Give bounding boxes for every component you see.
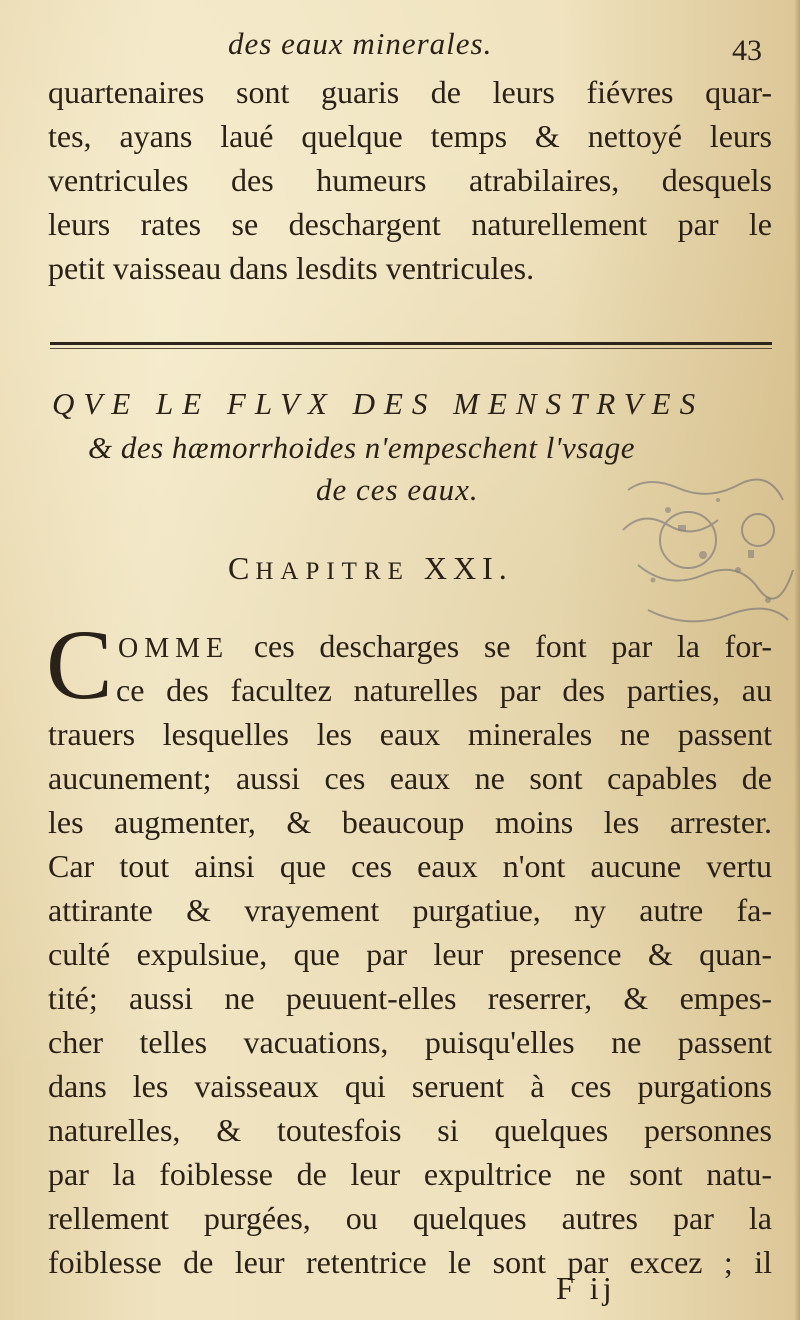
text-line: cher telles vacuations, puisqu'elles ne passent (48, 1024, 772, 1060)
text-line: attirante & vrayement purgatiue, ny autre fa- (48, 892, 772, 928)
text-line: rellement purgées, ou quelques autres par la (48, 1200, 772, 1236)
text-line: tes, ayans laué quelque temps & nettoyé leurs (48, 118, 772, 154)
text-line: tité; aussi ne peuuent-elles reserrer, & empes- (48, 980, 772, 1016)
text-line: naturelles, & toutesfois si quelques personnes (48, 1112, 772, 1148)
section-title-line-3: de ces eaux. (316, 472, 479, 507)
running-head: des eaux minerales. (228, 26, 493, 61)
section-title-line-1: QVE LE FLVX DES MENSTRVES (52, 386, 705, 421)
opening-line-rest: ces descharges se font par la for- (253, 628, 773, 664)
text-line: ventricules des humeurs atrabilaires, desquels (48, 162, 772, 198)
section-divider-thin (50, 348, 772, 349)
chapter-label-rest: HAPITRE (255, 558, 410, 585)
text-line: aucunement; aussi ces eaux ne sont capables de (48, 760, 772, 796)
drop-cap: C (46, 609, 113, 720)
chapter-numeral: XXI. (423, 550, 513, 586)
section-divider (50, 342, 772, 345)
text-line: petit vaisseau dans lesdits ventricules. (48, 250, 535, 286)
text-line: foiblesse de leur retentrice le sont par excez ; il (48, 1244, 772, 1280)
chapter-label-initial: C (228, 550, 256, 586)
text-line: leurs rates se deschargent naturellement par le (48, 206, 772, 242)
text-line: par la foiblesse de leur expultrice ne sont natu- (48, 1156, 772, 1192)
library-stamp (608, 470, 798, 640)
text-line (118, 624, 772, 668)
text-line: dans les vaisseaux qui seruent à ces purgations (48, 1068, 772, 1104)
signature-mark: F ij (556, 1270, 616, 1306)
text-line: trauers lesquelles les eaux minerales ne passent (48, 716, 772, 752)
section-title-line-2: & des hæmorrhoides n'empeschent l'vsage (88, 430, 636, 465)
text-line: les augmenter, & beaucoup moins les arrester. (48, 804, 772, 840)
opening-small-caps: OMME (118, 633, 230, 664)
text-line: Car tout ainsi que ces eaux n'ont aucune vertu (48, 848, 772, 884)
text-line: ce des facultez naturelles par des parties, au (116, 672, 772, 708)
chapter-heading (228, 550, 513, 587)
text-line: quartenaires sont guaris de leurs fiévres quar- (48, 74, 772, 110)
page-number: 43 (732, 34, 762, 67)
text-line: culté expulsiue, que par leur presence & quan- (48, 936, 772, 972)
